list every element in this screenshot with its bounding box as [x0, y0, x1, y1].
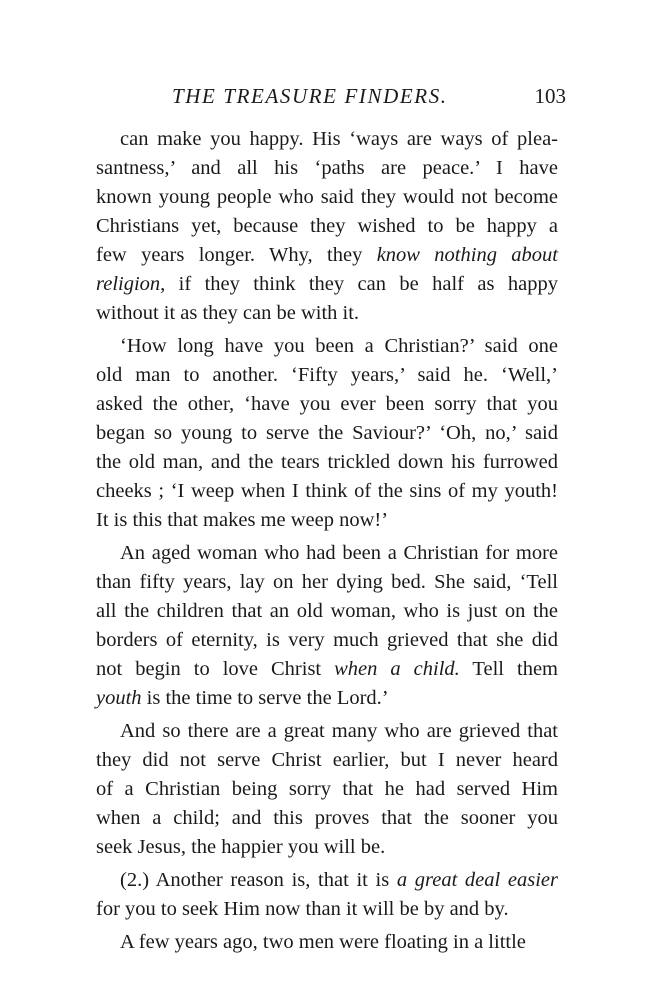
text-segment: borders of eternity, is very much grieved that she did	[96, 629, 558, 651]
text-segment: A few years ago, two men were floating in a little	[120, 931, 526, 953]
paragraph	[96, 332, 558, 535]
text-line	[96, 183, 558, 212]
text-line	[96, 746, 558, 775]
text-line	[96, 626, 558, 655]
text-segment: for you to seek Him now than it will be by and by.	[96, 898, 509, 920]
text-segment: Christians yet, because they wished to be happy a	[96, 215, 558, 237]
text-line	[96, 390, 558, 419]
text-line	[96, 270, 558, 299]
text-line	[96, 419, 558, 448]
text-line	[96, 299, 558, 328]
text-line	[96, 895, 558, 924]
text-segment: cheeks ; ‘I weep when I think of the sins of my youth!	[96, 480, 558, 502]
text-segment: (2.) Another reason is, that it is	[120, 869, 397, 891]
text-segment: And so there are a great many who are grieved that	[120, 720, 558, 742]
text-segment: not begin to love Christ	[96, 658, 335, 680]
text-line	[96, 928, 558, 957]
text-segment: all the children that an old woman, who is just on the	[96, 600, 558, 622]
paragraph	[96, 866, 558, 924]
text-line	[96, 212, 558, 241]
italic-text: youth	[96, 687, 142, 709]
text-line	[96, 448, 558, 477]
text-segment: than fifty years, lay on her dying bed. She said, ‘Tell	[96, 571, 558, 593]
text-segment: the old man, and the tears trickled down his furrowed	[96, 451, 558, 473]
text-segment: can make you happy. His ‘ways are ways of plea-	[120, 128, 558, 150]
paragraph	[96, 928, 558, 957]
paragraph	[96, 125, 558, 328]
body-text	[96, 125, 558, 957]
text-segment: they did not serve Christ earlier, but I never heard	[96, 749, 558, 771]
text-segment: few years longer. Why, they	[96, 244, 377, 266]
text-segment: An aged woman who had been a Christian for more	[120, 542, 558, 564]
text-line	[96, 539, 558, 568]
text-segment: seek Jesus, the happier you will be.	[96, 836, 386, 858]
paragraph	[96, 717, 558, 862]
italic-text: when a child.	[334, 658, 460, 680]
italic-text: know nothing about	[376, 244, 559, 266]
text-line	[96, 717, 558, 746]
page-number: 103	[534, 84, 566, 108]
text-line	[96, 361, 558, 390]
text-line	[96, 125, 558, 154]
italic-text: religion,	[96, 273, 166, 295]
text-line	[96, 568, 558, 597]
text-segment: known young people who said they would not become	[96, 186, 558, 208]
paragraph	[96, 539, 558, 713]
page-header	[96, 84, 566, 118]
text-segment: Tell them	[459, 658, 558, 680]
text-segment: old man to another. ‘Fifty years,’ said he. ‘Well,’	[96, 364, 558, 386]
text-line	[96, 833, 558, 862]
text-line	[96, 477, 558, 506]
text-line	[96, 804, 558, 833]
text-segment: santness,’ and all his ‘paths are peace.’ I have	[96, 157, 558, 179]
text-line	[96, 866, 558, 895]
text-segment: of a Christian being sorry that he had served Him	[96, 778, 558, 800]
text-line	[96, 655, 558, 684]
text-segment: ‘How long have you been a Christian?’ said one	[120, 335, 558, 357]
text-segment: without it as they can be with it.	[96, 302, 360, 324]
text-segment: when a child; and this proves that the sooner you	[96, 807, 558, 829]
text-line	[96, 332, 558, 361]
text-line	[96, 506, 558, 535]
text-line	[96, 597, 558, 626]
running-title: THE TREASURE FINDERS.	[172, 84, 448, 108]
text-line	[96, 154, 558, 183]
text-line	[96, 684, 558, 713]
text-line	[96, 775, 558, 804]
text-segment: began so young to serve the Saviour?’ ‘Oh, no,’ said	[96, 422, 558, 444]
text-segment: is the time to serve the Lord.’	[141, 687, 389, 709]
text-line	[96, 241, 558, 270]
text-segment: asked the other, ‘have you ever been sorry that you	[96, 393, 558, 415]
text-segment: if they think they can be half as happy	[165, 273, 558, 295]
italic-text: a great deal easier	[396, 869, 558, 891]
text-segment: It is this that makes me weep now!’	[96, 509, 389, 531]
